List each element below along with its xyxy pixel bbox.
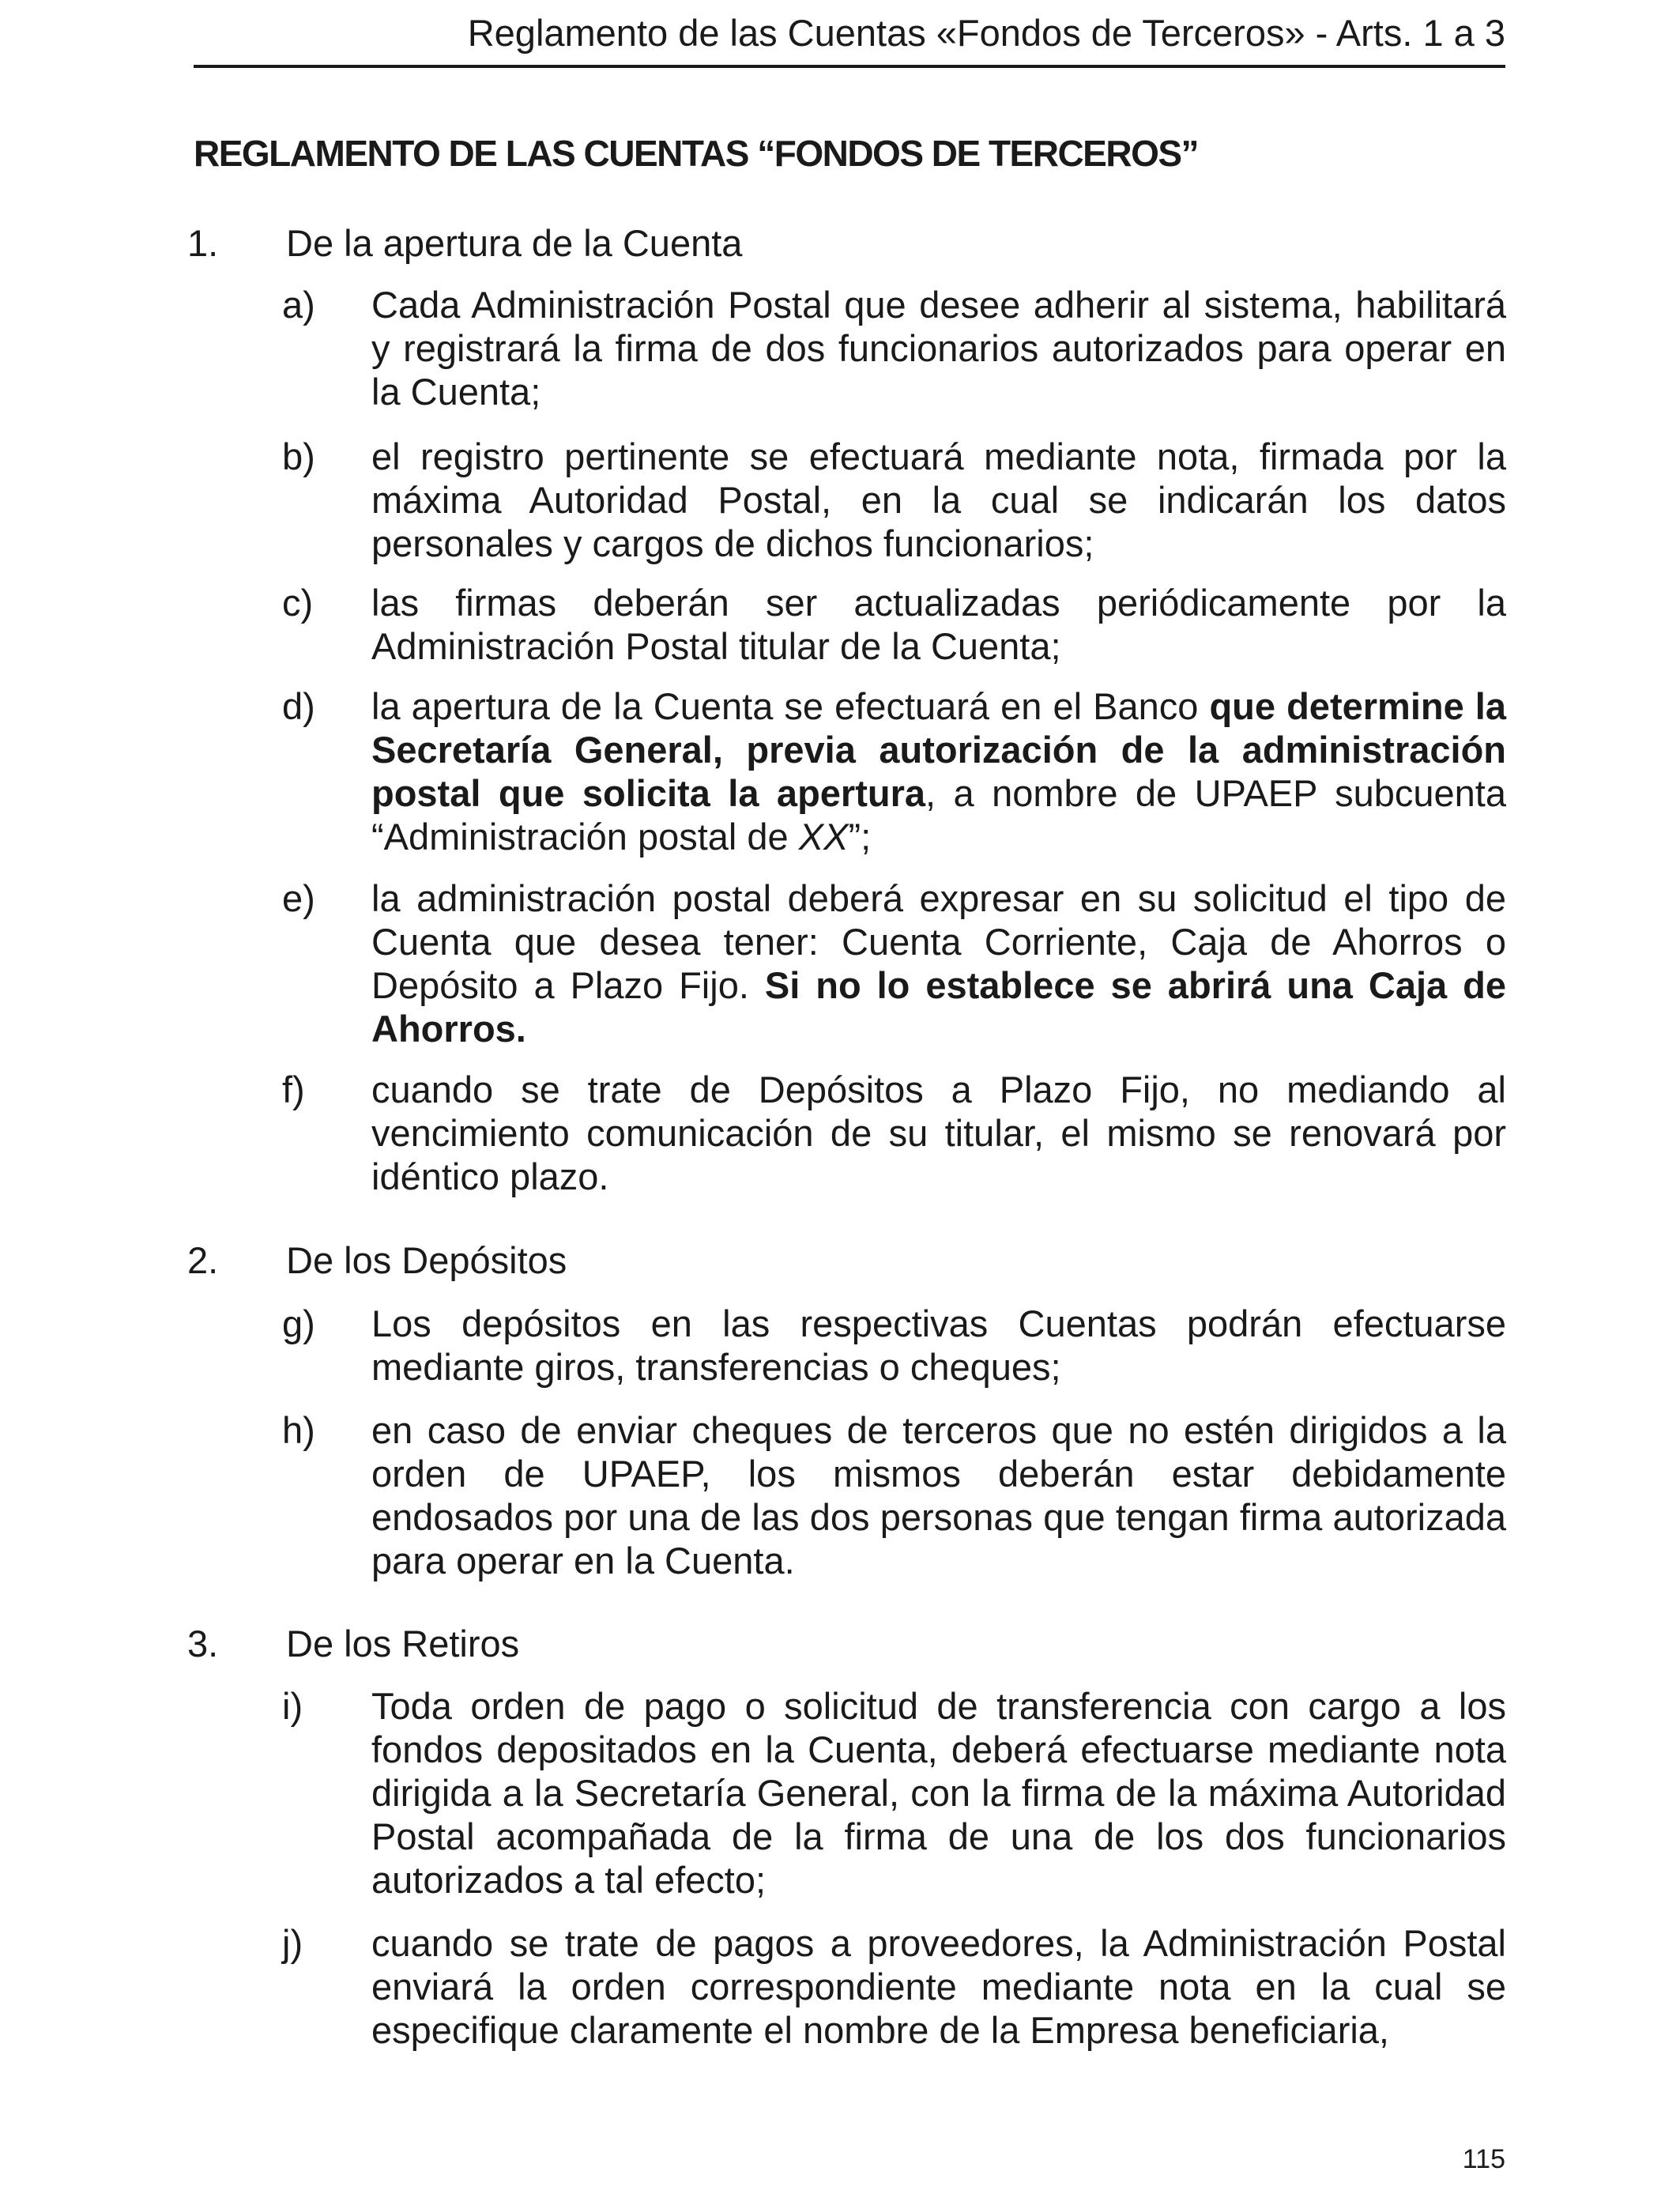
item-letter: h) — [282, 1409, 315, 1451]
item-text — [371, 684, 1506, 858]
item-letter: c) — [282, 582, 314, 624]
section-number: 3. — [187, 1623, 219, 1664]
item-text: cuando se trate de Depósitos a Plazo Fijo, no mediando al vencimiento comunicación de su titular, el mismo se renovará por idéntico plazo. — [371, 1069, 1506, 1197]
item-text: Toda orden de pago o solicitud de transferencia con cargo a los fondos depositados en la Cuenta, deberá efectuarse mediante nota dirigida a la Secretaría General, con la firma de la máxima Autoridad Postal acompañada de la firma de una de los dos funcionarios autorizados a tal efecto; — [371, 1685, 1506, 1901]
item-letter: g) — [282, 1302, 315, 1344]
item-text: el registro pertinente se efectuará mediante nota, firmada por la máxima Autoridad Postal, en la cual se indicarán los datos personales y cargos de dichos funcionarios; — [371, 435, 1506, 564]
section-number: 1. — [187, 222, 219, 264]
item-letter: f) — [282, 1069, 305, 1110]
page-number: 115 — [1462, 2144, 1505, 2174]
section-title: De la apertura de la Cuenta — [286, 222, 743, 264]
item-text-italic: XX — [798, 816, 849, 858]
item-text: Cada Administración Postal que desee adherir al sistema, habilitará y registrará la firma de dos funcionarios autorizados para operar en la Cuenta; — [371, 284, 1506, 413]
item-letter: j) — [282, 1922, 303, 1964]
item-text: en caso de enviar cheques de terceros que no estén dirigidos a la orden de UPAEP, los mismos deberán estar debidamente endosados por una de las dos personas que tengan firma autorizada para operar en la Cuenta. — [371, 1409, 1506, 1581]
item-letter: b) — [282, 435, 315, 477]
running-header: Reglamento de las Cuentas «Fondos de Terceros» - Arts. 1 a 3 — [467, 12, 1505, 54]
item-text-plain: la administración postal deberá expresar en su solicitud el tipo de Cuenta que desea tener: Cuenta Corriente, Caja de Ahorros o Depósito a Plazo Fijo. — [371, 877, 1506, 1006]
header-divider — [194, 65, 1505, 68]
section-title: De los Retiros — [286, 1623, 520, 1664]
item-letter: d) — [282, 685, 315, 727]
item-text-end: ”; — [848, 816, 872, 858]
item-text-plain: la apertura de la Cuenta se efectuará en el Banco — [371, 685, 1210, 727]
item-text-bold: que determine la Secretaría General, previa autorización de la administración postal que solicita la apertura — [371, 685, 1506, 814]
item-letter: i) — [282, 1685, 303, 1727]
section-number: 2. — [187, 1239, 219, 1281]
item-letter: a) — [282, 284, 315, 326]
document-title: REGLAMENTO DE LAS CUENTAS “FONDOS DE TERCEROS” — [194, 133, 1199, 174]
item-letter: e) — [282, 877, 315, 919]
item-text: Los depósitos en las respectivas Cuentas podrán efectuarse mediante giros, transferencias o cheques; — [371, 1302, 1506, 1388]
item-text-bold: Si no lo establece se abrirá una Caja de Ahorros. — [371, 964, 1507, 1050]
item-text: cuando se trate de pagos a proveedores, la Administración Postal enviará la orden correspondiente mediante nota en la cual se especifique claramente el nombre de la Empresa beneficiaria, — [371, 1922, 1506, 2051]
item-text — [371, 876, 1506, 1050]
item-text: las firmas deberán ser actualizadas periódicamente por la Administración Postal titular de la Cuenta; — [371, 582, 1506, 667]
item-text-plain-2: , a nombre de UPAEP subcuenta “Administración postal de — [371, 772, 1506, 858]
section-title: De los Depósitos — [286, 1239, 567, 1281]
